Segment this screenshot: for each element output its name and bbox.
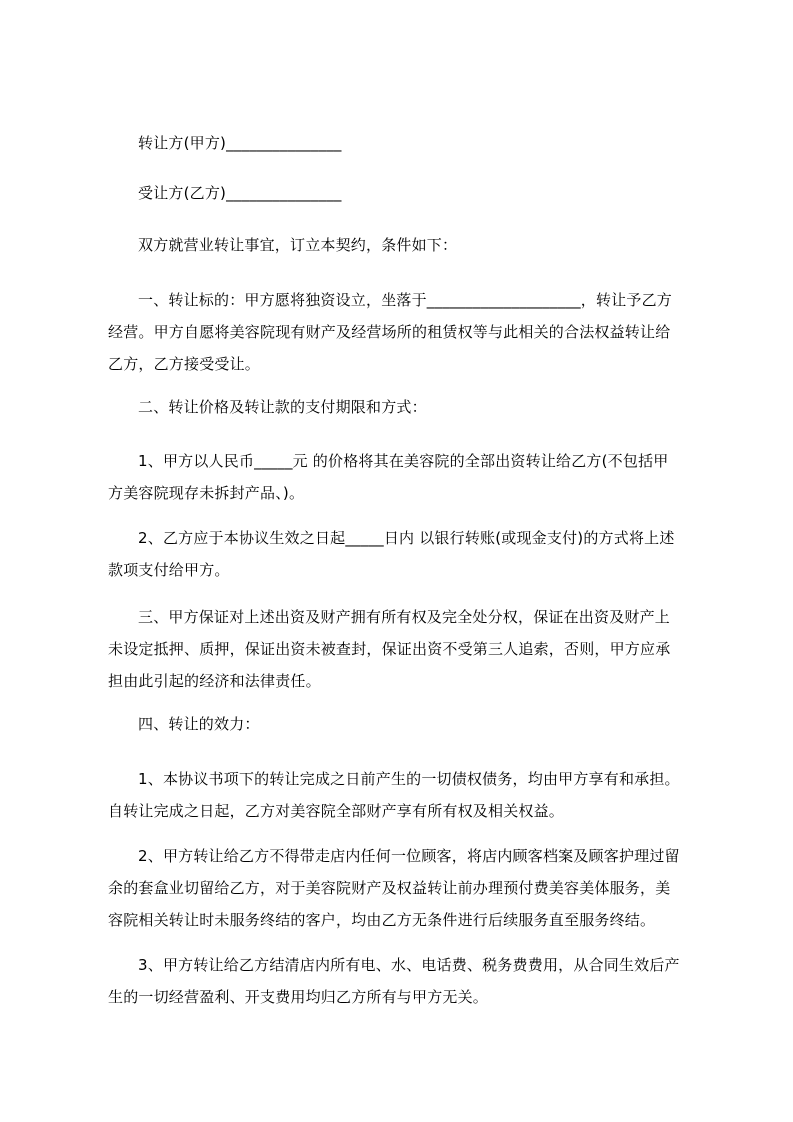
- text-line: 自转让完成之日起，乙方对美容院全部财产享有所有权及相关权益。: [108, 802, 565, 820]
- text-line: 二、转让价格及转让款的支付期限和方式：: [138, 398, 427, 416]
- clause-effect-1: [108, 763, 698, 827]
- text-line: 3、甲方转让给乙方结清店内所有电、水、电话费、税务费费用，从合同生效后产: [138, 956, 680, 974]
- clause-price-2: [108, 522, 698, 586]
- text-line: 1、本协议书项下的转让完成之日前产生的一切债权债务，均由甲方享有和承担。: [138, 770, 680, 788]
- text-line: 未设定抵押、质押，保证出资未被查封，保证出资不受第三人追索，否则，甲方应承: [108, 640, 671, 658]
- clause-effect-heading: [108, 708, 698, 740]
- transferee-line: [108, 177, 698, 209]
- text-line: 四、转让的效力：: [138, 715, 260, 733]
- clause-effect-3: [108, 949, 698, 1013]
- text-line: 容院相关转让时未服务终结的客户，均由乙方无条件进行后续服务直至服务终结。: [108, 911, 656, 929]
- text-line: 生的一切经营盈利、开支费用均归乙方所有与甲方无关。: [108, 988, 489, 1006]
- clause-price-heading: [108, 391, 698, 423]
- preamble: [108, 229, 698, 261]
- text-line: 2、甲方转让给乙方不得带走店内任何一位顾客，将店内顾客档案及顾客护理过留: [138, 847, 680, 865]
- clause-warranty: [108, 601, 698, 697]
- text-line: 1、甲方以人民币_____元 的价格将其在美容院的全部出资转让给乙方(不包括甲: [138, 452, 669, 470]
- text-line: 方美容院现存未拆封产品、)。: [108, 484, 305, 502]
- text-line: 双方就营业转让事宜，订立本契约，条件如下：: [138, 236, 458, 254]
- clause-transfer-subject: [108, 284, 698, 380]
- text-line: 转让方(甲方)_______________: [138, 134, 342, 152]
- text-line: 经营。甲方自愿将美容院现有财产及经营场所的租赁权等与此相关的合法权益转让给: [108, 323, 671, 341]
- text-line: 款项支付给甲方。: [108, 561, 230, 579]
- text-line: 三、甲方保证对上述出资及财产拥有所有权及完全处分权，保证在出资及财产上: [138, 608, 671, 626]
- text-line: 乙方，乙方接受受让。: [108, 355, 261, 373]
- clause-effect-2: [108, 840, 698, 936]
- text-line: 受让方(乙方)_______________: [138, 184, 342, 202]
- clause-price-1: [108, 445, 698, 509]
- text-line: 2、乙方应于本协议生效之日起_____日内 以银行转账(或现金支付)的方式将上述: [138, 529, 675, 547]
- text-line: 余的套盒业切留给乙方，对于美容院财产及权益转让前办理预付费美容美体服务，美: [108, 879, 671, 897]
- text-line: 一、转让标的：甲方愿将独资设立，坐落于____________________，转让予乙方: [138, 291, 673, 309]
- text-line: 担由此引起的经济和法律责任。: [108, 672, 321, 690]
- transferor-line: [108, 127, 698, 159]
